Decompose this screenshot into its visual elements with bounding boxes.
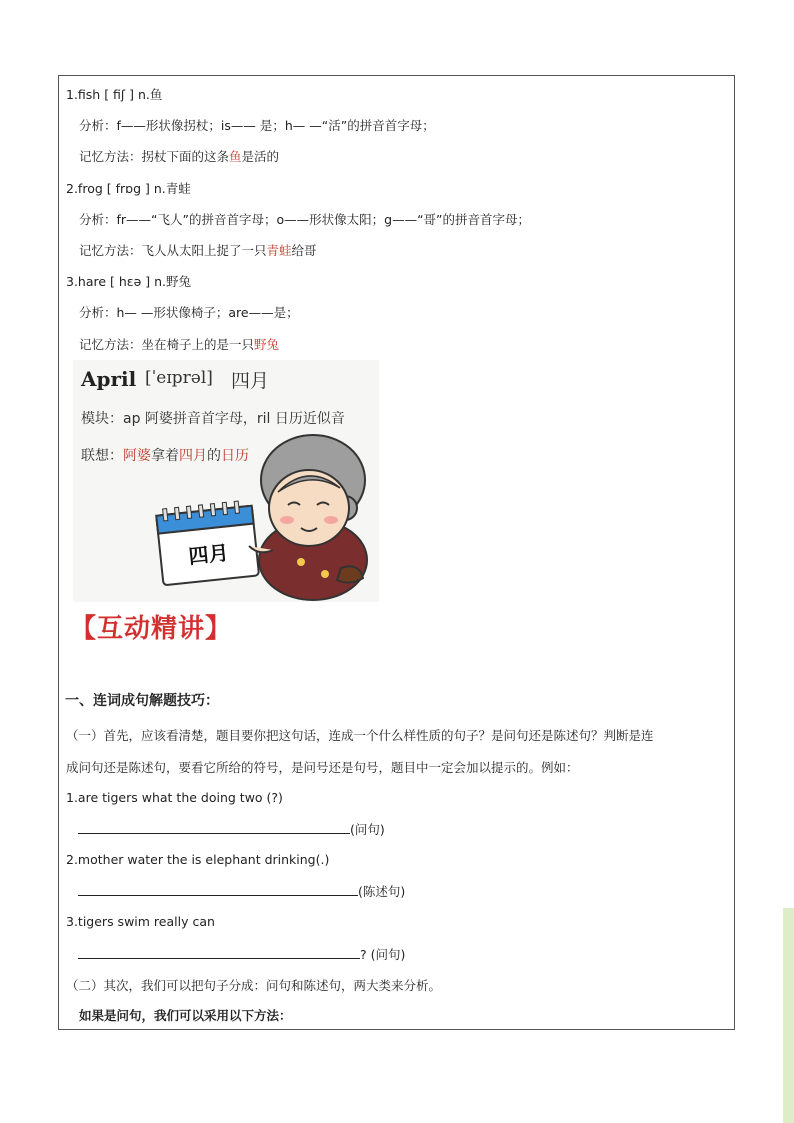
answer-blank-1[interactable] [78, 821, 350, 834]
part-one-title: 一、连词成句解题技巧： [65, 693, 219, 709]
vocab-frog-memory [79, 241, 317, 259]
exercise-3-question: 3.tigers swim really can [66, 914, 215, 929]
section-heading: 【互动精讲】 [70, 614, 233, 644]
exercise-2-question: 2.mother water the is elephant drinking(.) [66, 852, 330, 867]
memory-highlight: 青蛙 [266, 243, 292, 258]
card-word: April [81, 367, 137, 391]
vocab-hare-head: 3.hare [ hɛə ] n.野兔 [66, 274, 191, 289]
assoc-red: 阿婆 [123, 448, 151, 464]
assoc-text: 拿着 [151, 448, 179, 464]
exercise-2-answer [78, 882, 405, 900]
assoc-label: 联想： [81, 448, 123, 464]
vocab-hare-analysis: 分析：h— —形状像椅子；are——是； [79, 305, 299, 320]
para1-line2: 成问句还是陈述句，要看它所给的符号，是问号还是句号，题目中一定会加以提示的。例如： [66, 760, 579, 775]
vocab-frog-analysis: 分析：fr——“飞人”的拼音首字母；o——形状像太阳；g——“哥”的拼音首字母； [79, 212, 531, 227]
answer-blank-3[interactable] [78, 946, 360, 959]
memory-highlight: 鱼 [229, 149, 242, 164]
exercise-3-tag: ? (问句) [360, 947, 406, 962]
memory-text-end: 给哥 [291, 243, 317, 258]
card-module: 模块：ap 阿婆拼音首字母，ril 日历近似音 [81, 411, 345, 427]
card-phonetic: [ˈeɪprəl] [145, 368, 213, 388]
calendar-text: 四月 [187, 540, 230, 569]
vocab-fish-memory [79, 147, 279, 165]
exercise-1-tag: (问句) [350, 822, 385, 837]
vocab-frog-head: 2.frog [ frɒg ] n.青蛙 [66, 181, 191, 196]
vocab-fish-head: 1.fish [ fiʃ ] n.鱼 [66, 87, 163, 102]
grandma-calendar-illustration [73, 360, 379, 602]
memory-text: 记忆方法：拐杖下面的这条 [79, 149, 230, 164]
side-strip [783, 908, 794, 1123]
memory-text: 记忆方法：飞人从太阳上捉了一只 [79, 243, 267, 258]
answer-blank-2[interactable] [78, 883, 358, 896]
memory-text-end: 是活的 [241, 149, 280, 164]
para3: 如果是问句，我们可以采用以下方法： [79, 1008, 292, 1023]
memory-highlight: 野兔 [254, 337, 280, 352]
memory-text: 记忆方法：坐在椅子上的是一只 [79, 337, 255, 352]
exercise-1-question: 1.are tigers what the doing two (?) [66, 790, 283, 805]
para2: （二）其次，我们可以把句子分成：问句和陈述句，两大类来分析。 [66, 978, 442, 993]
exercise-1-answer [78, 820, 385, 838]
assoc-text: 的 [207, 448, 221, 464]
assoc-red: 日历 [221, 448, 249, 464]
april-card [73, 360, 379, 602]
grandma-figure [249, 435, 367, 600]
assoc-red: 四月 [179, 448, 207, 464]
card-meaning: 四月 [231, 370, 270, 392]
exercise-3-answer [78, 945, 405, 963]
exercise-2-tag: (陈述句) [358, 884, 406, 899]
vocab-fish-analysis: 分析：f——形状像拐杖；is—— 是；h— —“活”的拼音首字母； [79, 118, 435, 133]
calendar-icon [156, 500, 259, 586]
vocab-hare-memory [79, 335, 279, 353]
para1-line1: （一）首先，应该看清楚，题目要你把这句话，连成一个什么样性质的句子？是问句还是陈述句？判断是连 [66, 728, 654, 743]
